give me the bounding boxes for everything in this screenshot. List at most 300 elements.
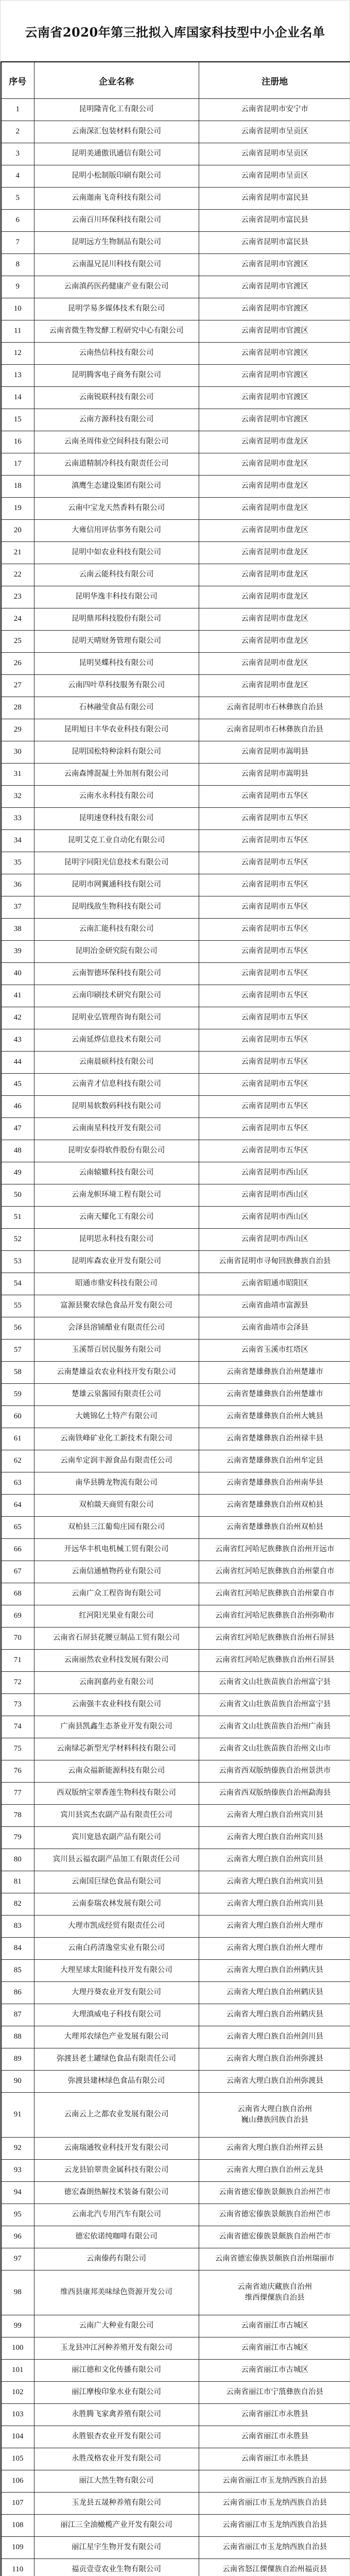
table-row: [1, 453, 350, 476]
enterprise-name-cell: 云南天耀化工有限公司: [34, 1207, 199, 1229]
enterprise-name-cell: 云南绿芯新型光学材料科技有限公司: [34, 1738, 199, 1760]
location-line: 云南省昆明市五华区: [201, 1012, 349, 1023]
location-line: 云南省昆明市盘龙区: [201, 614, 349, 624]
registered-location-cell: [199, 1960, 350, 1982]
table-row: [1, 1650, 350, 1672]
location-line: 云南省昆明市五华区: [201, 813, 349, 824]
enterprise-name-cell: 福贡壹壹农业生物有限公司: [34, 2559, 199, 2576]
table-row: [1, 2426, 350, 2448]
serial-number-cell: 46: [1, 1096, 34, 1118]
registered-location-cell: [199, 564, 350, 586]
enterprise-name-cell: 昆明安泰得软件股份有限公司: [34, 1140, 199, 1162]
location-line: 云南省楚雄彝族自治州双柏县: [201, 1522, 349, 1533]
enterprise-name-cell: 大雍信用评估事务有限公司: [34, 520, 199, 542]
table-row: [1, 919, 350, 941]
registered-location-cell: [199, 1362, 350, 1384]
serial-number-cell: 2: [1, 121, 34, 143]
enterprise-name-cell: 云南润嘉药业有限公司: [34, 1672, 199, 1694]
location-line: 云南省昆明市盘龙区: [201, 569, 349, 580]
location-line: 云南省丽江市永胜县: [201, 2431, 349, 2442]
location-line: 云南省西双版纳傣族自治州勐海县: [201, 1788, 349, 1799]
registered-location-cell: [199, 1406, 350, 1428]
table-row: [1, 1805, 350, 1827]
table-row: [1, 2026, 350, 2048]
table-row: [1, 387, 350, 409]
enterprise-name-cell: 昆明远方生物制品有限公司: [34, 232, 199, 254]
location-line: 云南省楚雄彝族自治州楚雄市: [201, 1389, 349, 1400]
location-line: 云南省大理白族自治州鹤庆县: [201, 1987, 349, 1998]
location-line: 云南省文山壮族苗族自治州富宁县: [201, 1699, 349, 1710]
registered-location-cell: [199, 697, 350, 719]
serial-number-cell: 10: [1, 298, 34, 320]
serial-number-cell: 107: [1, 2493, 34, 2515]
registered-location-cell: [199, 1340, 350, 1362]
enterprise-name-cell: 德宏依诺纯咖啡有限公司: [34, 2226, 199, 2248]
registered-location-cell: [199, 99, 350, 121]
registered-location-cell: [199, 1583, 350, 1605]
enterprise-name-cell: 滇鹰生态建设集团有限公司: [34, 476, 199, 498]
registered-location-cell: [199, 1472, 350, 1495]
registered-location-cell: [199, 1384, 350, 1406]
enterprise-name-cell: 大姚锦亿土特产有限公司: [34, 1406, 199, 1428]
registered-location-cell: [199, 1783, 350, 1805]
table-row: [1, 409, 350, 431]
enterprise-name-cell: 双柏燚天商贸有限公司: [34, 1495, 199, 1517]
enterprise-name-cell: 丽江摩梭印象水业有限公司: [34, 2382, 199, 2404]
serial-number-cell: 24: [1, 608, 34, 631]
location-line: 云南省昆明市盘龙区: [201, 525, 349, 536]
registered-location-cell: [199, 1162, 350, 1184]
location-line: 云南省昆明市五华区: [201, 791, 349, 802]
enterprise-name-cell: 开远华丰机电机械工贸有限公司: [34, 1539, 199, 1561]
location-line: 云南省红河哈尼族彝族自治州石屏县: [201, 1633, 349, 1643]
registered-location-cell: [199, 2248, 350, 2270]
location-line: 云南省玉溪市红塔区: [201, 1345, 349, 1355]
enterprise-name-cell: 云南圣周伟业空间科技有限公司: [34, 431, 199, 453]
location-line: 云南省楚雄彝族自治州双柏县: [201, 1500, 349, 1511]
enterprise-name-cell: 云南傣药有限公司: [34, 2248, 199, 2270]
location-line: 云南省昆明市盘龙区: [201, 481, 349, 492]
enterprise-name-cell: 昆明库森农业开发有限公司: [34, 1251, 199, 1273]
registered-location-cell: [199, 498, 350, 520]
location-line: 云南省丽江市玉龙纳西族自治县: [201, 2520, 349, 2531]
registered-location-cell: [199, 1096, 350, 1118]
enterprise-name-cell: 云南道精制冷科技有限责任公司: [34, 453, 199, 476]
enterprise-name-cell: 昆明旭日丰华农业科技有限公司: [34, 719, 199, 741]
table-row: [1, 719, 350, 741]
serial-number-cell: 21: [1, 542, 34, 564]
enterprise-name-cell: 昆明国松特种涂料有限公司: [34, 741, 199, 764]
serial-number-cell: 83: [1, 1916, 34, 1938]
location-line: 云南省昆明市官渡区: [201, 348, 349, 359]
serial-number-cell: 99: [1, 2315, 34, 2337]
enterprise-name-cell: 云南森博混凝土外加剂有限公司: [34, 764, 199, 786]
location-line: 云南省昆明市五华区: [201, 1035, 349, 1045]
registered-location-cell: [199, 2138, 350, 2160]
serial-number-cell: 37: [1, 896, 34, 919]
enterprise-name-cell: 云南晨硕科技有限公司: [34, 1052, 199, 1074]
serial-number-cell: 81: [1, 1871, 34, 1893]
enterprise-name-cell: 云南方源科技有限公司: [34, 409, 199, 431]
location-line: 云南省昆明市五华区: [201, 1057, 349, 1067]
enterprise-name-cell: 维西县康邦美味绿色资源开发公司: [34, 2270, 199, 2315]
registered-location-cell: [199, 2048, 350, 2071]
serial-number-cell: 18: [1, 476, 34, 498]
table-row: [1, 1096, 350, 1118]
enterprise-name-cell: 红河阳光果业有限公司: [34, 1605, 199, 1628]
enterprise-name-cell: 云南广众工程咨询有限公司: [34, 1583, 199, 1605]
serial-number-cell: 95: [1, 2204, 34, 2226]
location-line: 云南省大理白族自治州宾川县: [201, 1899, 349, 1909]
registered-location-cell: [199, 143, 350, 165]
table-row: [1, 2404, 350, 2426]
registered-location-cell: [199, 2182, 350, 2204]
enterprise-name-cell: 云南水永科技有限公司: [34, 786, 199, 808]
registered-location-cell: [199, 2004, 350, 2026]
location-line: 云南省昆明市五华区: [201, 924, 349, 935]
serial-number-cell: 26: [1, 653, 34, 675]
location-line: 云南省昆明市富民县: [201, 237, 349, 248]
table-row: [1, 1517, 350, 1539]
enterprise-name-cell: 宾川县宾杰农副产品有限责任公司: [34, 1805, 199, 1827]
registered-location-cell: [199, 1805, 350, 1827]
enterprise-name-cell: 永胜银杏农业开发有限公司: [34, 2426, 199, 2448]
enterprise-name-cell: 永胜腾飞家禽养殖有限公司: [34, 2404, 199, 2426]
serial-number-cell: 79: [1, 1827, 34, 1849]
table-row: [1, 1605, 350, 1628]
location-line: 云南省昆明市五华区: [201, 1079, 349, 1090]
registered-location-cell: [199, 520, 350, 542]
serial-number-cell: 42: [1, 1007, 34, 1029]
location-line: 云南省昆明市五华区: [201, 1145, 349, 1156]
serial-number-cell: 60: [1, 1406, 34, 1428]
location-line: 云南省大理白族自治州弥渡县: [201, 2054, 349, 2064]
enterprise-name-cell: 昆明昊蝶科技有限公司: [34, 653, 199, 675]
enterprise-name-cell: 丽江星宇生物开发有限公司: [34, 2537, 199, 2559]
table-row: [1, 1251, 350, 1273]
table-row: [1, 1273, 350, 1295]
location-line: 云南省昆明市寻甸回族彝族自治县: [201, 1256, 349, 1267]
location-line: 云南省昆明市官渡区: [201, 303, 349, 314]
registered-location-cell: [199, 1672, 350, 1694]
table-row: [1, 2138, 350, 2160]
enterprise-name-cell: 昆明冶金研究院有限公司: [34, 941, 199, 963]
registered-location-cell: [199, 919, 350, 941]
table-row: [1, 1428, 350, 1450]
location-line: 云南省昆明市官渡区: [201, 392, 349, 403]
location-line: 云南省昆明市盘龙区: [201, 436, 349, 447]
location-line: 云南省文山壮族苗族自治州广南县: [201, 1721, 349, 1732]
serial-number-cell: 9: [1, 276, 34, 298]
location-line: 云南省昆明市石林彝族自治县: [201, 724, 349, 735]
enterprise-name-cell: 云南强丰农业科技有限公司: [34, 1694, 199, 1716]
registered-location-cell: [199, 874, 350, 896]
registered-location-cell: [199, 1694, 350, 1716]
table-row: [1, 2315, 350, 2337]
serial-number-cell: 97: [1, 2248, 34, 2270]
location-line: 云南省昆明市官渡区: [201, 281, 349, 292]
registered-location-cell: [199, 2093, 350, 2138]
serial-number-cell: 67: [1, 1561, 34, 1583]
table-row: [1, 1783, 350, 1805]
table-row: [1, 2226, 350, 2248]
title-block: [1, 1, 349, 61]
serial-number-cell: 89: [1, 2048, 34, 2071]
table-row: [1, 1893, 350, 1916]
serial-number-cell: 45: [1, 1074, 34, 1096]
location-line: 云南省昆明市五华区: [201, 857, 349, 868]
enterprise-name-cell: 云南辕辙科技有限公司: [34, 1162, 199, 1184]
table-row: [1, 963, 350, 985]
serial-number-cell: 17: [1, 453, 34, 476]
enterprise-name-cell: 云南云上之都农业发展有限公司: [34, 2093, 199, 2138]
registered-location-cell: [199, 365, 350, 387]
table-row: [1, 1982, 350, 2004]
serial-number-cell: 53: [1, 1251, 34, 1273]
location-line: 云南省昆明市富民县: [201, 193, 349, 204]
enterprise-name-cell: 云南泰瑞农林发展有限公司: [34, 1893, 199, 1916]
location-line: 云南省大理白族自治州宾川县: [201, 1832, 349, 1843]
table-row: [1, 1052, 350, 1074]
table-row: [1, 941, 350, 963]
table-row: [1, 365, 350, 387]
location-line: 云南省昆明市五华区: [201, 1101, 349, 1112]
serial-number-cell: 71: [1, 1650, 34, 1672]
serial-number-cell: 40: [1, 963, 34, 985]
table-row: [1, 2204, 350, 2226]
serial-number-cell: 108: [1, 2515, 34, 2537]
enterprise-name-cell: 云南牟定润丰源食品有限责任公司: [34, 1450, 199, 1472]
registered-location-cell: [199, 2026, 350, 2048]
location-line: 云南省大理白族自治州: [201, 2104, 349, 2115]
serial-number-cell: 74: [1, 1716, 34, 1738]
location-line: 云南省红河哈尼族彝族自治州蒙自市: [201, 1588, 349, 1599]
table-row: [1, 210, 350, 232]
registered-location-cell: [199, 852, 350, 874]
table-row: [1, 1074, 350, 1096]
location-line: 云南省大理白族自治州宾川县: [201, 1876, 349, 1887]
table-row: [1, 896, 350, 919]
location-line: 云南省红河哈尼族彝族自治州石屏县: [201, 1655, 349, 1666]
serial-number-cell: 65: [1, 1517, 34, 1539]
registered-location-cell: [199, 1428, 350, 1450]
table-row: [1, 1207, 350, 1229]
enterprise-name-cell: 玉龙县五晟种养殖有限公司: [34, 2493, 199, 2515]
serial-number-cell: 7: [1, 232, 34, 254]
registered-location-cell: [199, 1029, 350, 1052]
enterprise-name-cell: 云南四叶草科技服务有限公司: [34, 675, 199, 697]
location-line: 云南省昆明市官渡区: [201, 370, 349, 381]
location-line: 云南省昆明市安宁市: [201, 104, 349, 115]
registered-location-cell: [199, 320, 350, 343]
serial-number-cell: 92: [1, 2138, 34, 2160]
table-row: [1, 2360, 350, 2382]
table-row: [1, 1362, 350, 1384]
enterprise-name-cell: 会泽县溶铺醋业有限责任公司: [34, 1317, 199, 1340]
registered-location-cell: [199, 1716, 350, 1738]
table-row: [1, 1871, 350, 1893]
enterprise-name-cell: 昆明易软数码科技有限公司: [34, 1096, 199, 1118]
location-line: 云南省昆明市盘龙区: [201, 591, 349, 602]
table-row: [1, 1229, 350, 1251]
serial-number-cell: 85: [1, 1960, 34, 1982]
location-line: 云南省昆明市盘龙区: [201, 503, 349, 514]
enterprise-name-cell: 云南众福新能源科技有限公司: [34, 1760, 199, 1783]
serial-number-cell: 3: [1, 143, 34, 165]
serial-number-cell: 47: [1, 1118, 34, 1140]
table-row: [1, 697, 350, 719]
registered-location-cell: [199, 941, 350, 963]
table-row: [1, 786, 350, 808]
registered-location-cell: [199, 1273, 350, 1295]
serial-number-cell: 87: [1, 2004, 34, 2026]
registered-location-cell: [199, 431, 350, 453]
table-row: [1, 2382, 350, 2404]
location-line: 云南省德宏傣族景颇族自治州芒市: [201, 2209, 349, 2220]
serial-number-cell: 58: [1, 1362, 34, 1384]
table-row: [1, 1539, 350, 1561]
table-row: [1, 1694, 350, 1716]
registered-location-cell: [199, 1450, 350, 1472]
table-row: [1, 2160, 350, 2182]
registered-location-cell: [199, 2559, 350, 2576]
enterprise-name-cell: 双柏县三江葡萄庄园有限公司: [34, 1517, 199, 1539]
registered-location-cell: [199, 2315, 350, 2337]
serial-number-cell: 25: [1, 631, 34, 653]
table-row: [1, 1007, 350, 1029]
registered-location-cell: [199, 2426, 350, 2448]
registered-location-cell: [199, 808, 350, 830]
registered-location-cell: [199, 2226, 350, 2248]
enterprise-name-cell: 楚雄云泉酱园有限责任公司: [34, 1384, 199, 1406]
table-row: [1, 1583, 350, 1605]
table-row: [1, 1450, 350, 1472]
serial-number-cell: 11: [1, 320, 34, 343]
registered-location-cell: [199, 165, 350, 188]
location-line: 云南省丽江市古城区: [201, 2365, 349, 2376]
table-row: [1, 874, 350, 896]
serial-number-cell: 101: [1, 2360, 34, 2382]
table-row: [1, 188, 350, 210]
table-row: [1, 1140, 350, 1162]
serial-number-cell: 69: [1, 1605, 34, 1628]
table-row: [1, 631, 350, 653]
location-line: 云南省曲靖市会泽县: [201, 1323, 349, 1333]
table-row: [1, 1672, 350, 1694]
registered-location-cell: [199, 1184, 350, 1207]
serial-number-cell: 77: [1, 1783, 34, 1805]
enterprise-name-cell: 云南北汽专用汽车有限公司: [34, 2204, 199, 2226]
serial-number-cell: 93: [1, 2160, 34, 2182]
table-row: [1, 232, 350, 254]
registered-location-cell: [199, 1760, 350, 1783]
serial-number-cell: 62: [1, 1450, 34, 1472]
table-row: [1, 1760, 350, 1783]
serial-number-cell: 43: [1, 1029, 34, 1052]
enterprise-name-cell: 昆明美通傲讯通信有限公司: [34, 143, 199, 165]
location-line: 云南省丽江市宁蒗彝族自治县: [201, 2387, 349, 2398]
serial-number-cell: 33: [1, 808, 34, 830]
location-line: 云南省丽江市玉龙纳西族自治县: [201, 2476, 349, 2486]
table-row: [1, 564, 350, 586]
location-line: 云南省红河哈尼族彝族自治州蒙自市: [201, 1566, 349, 1577]
table-row: [1, 343, 350, 365]
table-row: [1, 165, 350, 188]
location-line: 云南省昆明市呈贡区: [201, 148, 349, 159]
table-row: [1, 653, 350, 675]
registered-location-cell: [199, 2204, 350, 2226]
location-line: 云南省昆明市盘龙区: [201, 658, 349, 669]
registered-location-cell: [199, 1207, 350, 1229]
enterprise-name-cell: 昆明天晴财务管理有限公司: [34, 631, 199, 653]
serial-number-cell: 52: [1, 1229, 34, 1251]
enterprise-name-cell: 丽江德和文化传播有限公司: [34, 2360, 199, 2382]
header-registered-location: 注册地: [199, 62, 350, 99]
table-row: [1, 1118, 350, 1140]
serial-number-cell: 90: [1, 2071, 34, 2093]
serial-number-cell: 30: [1, 741, 34, 764]
enterprise-name-cell: 昆明市网翼通科技有限公司: [34, 874, 199, 896]
table-row: [1, 520, 350, 542]
serial-number-cell: 105: [1, 2448, 34, 2470]
registered-location-cell: [199, 1982, 350, 2004]
location-line: 云南省楚雄彝族自治州禄丰县: [201, 1433, 349, 1444]
table-row: [1, 675, 350, 697]
serial-number-cell: 27: [1, 675, 34, 697]
serial-number-cell: 51: [1, 1207, 34, 1229]
table-row: [1, 2470, 350, 2493]
location-line-2: 巍山彝族回族自治县: [201, 2115, 349, 2126]
enterprise-name-cell: 昆明隆青化工有限公司: [34, 99, 199, 121]
enterprise-name-cell: 弥渡县老土罐绿色食品有限责任公司: [34, 2048, 199, 2071]
location-line: 云南省昆明市五华区: [201, 879, 349, 890]
location-line: 云南省昆明市盘龙区: [201, 680, 349, 691]
table-row: [1, 985, 350, 1007]
location-line: 云南省大理白族自治州大理市: [201, 1943, 349, 1954]
serial-number-cell: 31: [1, 764, 34, 786]
enterprise-name-cell: 云南中宝龙天然香料有限公司: [34, 498, 199, 520]
table-row: [1, 1849, 350, 1871]
location-line: 云南省德宏傣族景颇族自治州瑞丽市: [201, 2253, 349, 2264]
location-line: 云南省昆明市官渡区: [201, 259, 349, 270]
registered-location-cell: [199, 675, 350, 697]
enterprise-name-cell: 昆明艾克工业自动化有限公司: [34, 830, 199, 852]
enterprise-name-cell: 昆明中如农业科技有限公司: [34, 542, 199, 564]
enterprise-name-cell: 云南锐联科技有限公司: [34, 387, 199, 409]
enterprise-name-cell: 云南省石屏县花腰豆制品工贸有限公司: [34, 1628, 199, 1650]
registered-location-cell: [199, 1517, 350, 1539]
registered-location-cell: [199, 276, 350, 298]
enterprise-name-cell: 云南白药清逸堂实业有限公司: [34, 1938, 199, 1960]
location-line: 云南省丽江市永胜县: [201, 2409, 349, 2420]
registered-location-cell: [199, 1561, 350, 1583]
registered-location-cell: [199, 2270, 350, 2315]
enterprise-table: [1, 61, 350, 2576]
enterprise-name-cell: 云南丽然农业科技发展有限公司: [34, 1650, 199, 1672]
serial-number-cell: 66: [1, 1539, 34, 1561]
location-line: 云南省昆明市西山区: [201, 1190, 349, 1200]
table-row: [1, 431, 350, 453]
location-line: 云南省昆明市西山区: [201, 1167, 349, 1178]
table-row: [1, 586, 350, 608]
location-line: 云南省昆明市五华区: [201, 990, 349, 1001]
enterprise-name-cell: 广南县凯鑫生态茶业开发有限公司: [34, 1716, 199, 1738]
serial-number-cell: 80: [1, 1849, 34, 1871]
location-line: 云南省昆明市石林彝族自治县: [201, 702, 349, 713]
table-row: [1, 298, 350, 320]
location-line: 云南省昆明市五华区: [201, 902, 349, 912]
location-line: 云南省昆明市富民县: [201, 215, 349, 226]
